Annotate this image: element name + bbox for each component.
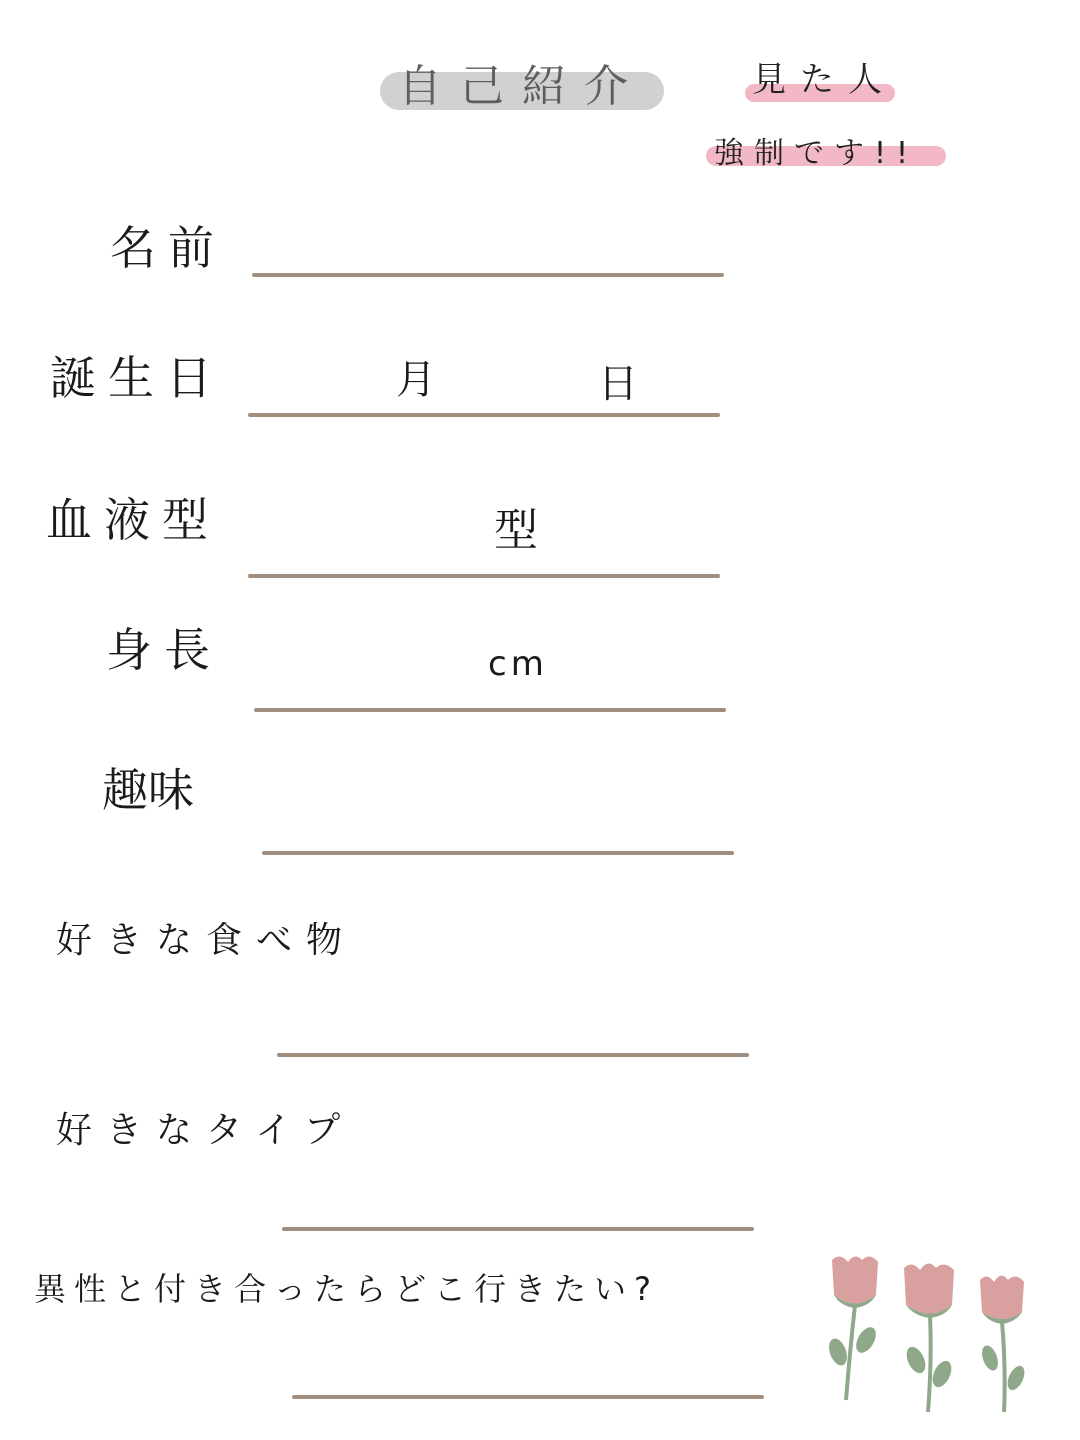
note-line-2: 強制です!! (714, 136, 919, 171)
favorite-type-label: 好きなタイプ (56, 1110, 355, 1151)
birthday-day-unit: 日 (598, 361, 638, 407)
birthday-label: 誕生日 (50, 351, 224, 405)
hobby-input-line[interactable] (262, 851, 734, 855)
name-input-line[interactable] (252, 273, 724, 277)
title-block (380, 50, 664, 114)
page-title: 自己紹介 (398, 61, 646, 112)
date-question-input-line[interactable] (292, 1395, 764, 1399)
blood-type-label: 血液型 (46, 493, 220, 547)
favorite-food-label: 好きな食べ物 (56, 920, 357, 961)
blood-type-unit: 型 (494, 505, 538, 556)
favorite-type-input-line[interactable] (282, 1227, 754, 1231)
height-input-line[interactable] (254, 708, 726, 712)
birthday-month-unit: 月 (396, 357, 436, 403)
name-label: 名前 (110, 221, 226, 275)
height-label: 身長 (106, 623, 222, 677)
blood-type-input-line[interactable] (248, 574, 720, 578)
favorite-food-input-line[interactable] (277, 1053, 749, 1057)
date-question-label: 異性と付き合ったらどこ行きたい? (34, 1270, 659, 1308)
flower-icon (820, 1250, 1040, 1420)
flowers-decoration (820, 1250, 1040, 1420)
height-unit: cm (488, 644, 548, 684)
birthday-input-line[interactable] (248, 413, 720, 417)
hobby-label: 趣味 (102, 763, 194, 817)
note-line-1: 見た人 (752, 60, 896, 100)
